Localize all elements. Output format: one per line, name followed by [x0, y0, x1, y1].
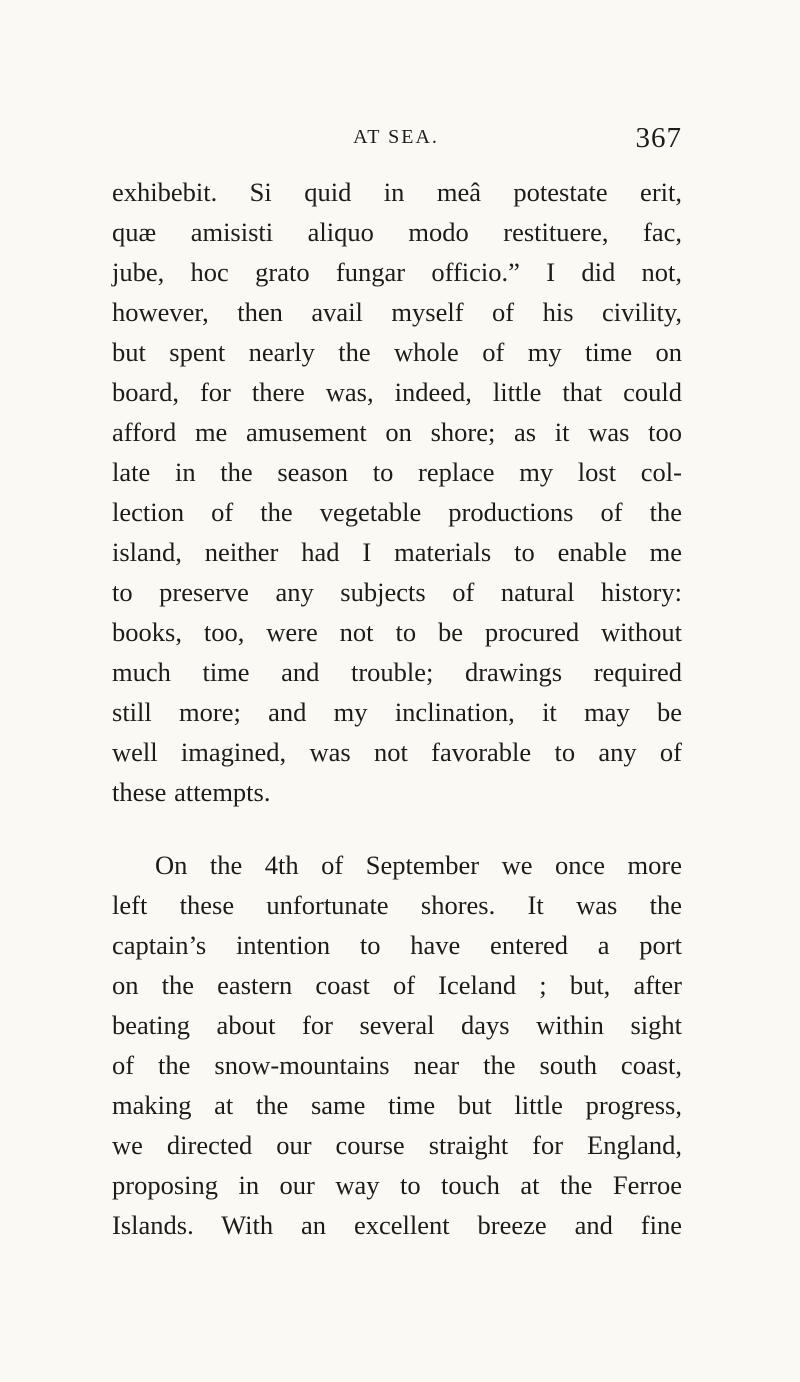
text-line: exhibebit. Si quid in meâ potestate erit, — [112, 177, 682, 207]
text-line: books, too, were not to be procured without — [112, 617, 682, 647]
text-line: these attempts. — [112, 777, 271, 807]
text-line: much time and trouble; drawings required — [112, 657, 682, 687]
text-line: of the snow-mountains near the south coast, — [112, 1050, 682, 1080]
text-line: on the eastern coast of Iceland ; but, after — [112, 970, 682, 1000]
text-line: we directed our course straight for England, — [112, 1130, 682, 1160]
text-line: jube, hoc grato fungar officio.” I did not, — [112, 257, 682, 287]
text-line: however, then avail myself of his civility, — [112, 297, 682, 327]
paragraph-2 — [112, 845, 682, 1245]
text-line: afford me amusement on shore; as it was too — [112, 417, 682, 447]
text-line: but spent nearly the whole of my time on — [112, 337, 682, 367]
body-text — [112, 172, 682, 1245]
text-line: well imagined, was not favorable to any of — [112, 737, 682, 767]
text-line: quæ amisisti aliquo modo restituere, fac, — [112, 217, 682, 247]
text-line: board, for there was, indeed, little that could — [112, 377, 682, 407]
text-line: to preserve any subjects of natural history: — [112, 577, 682, 607]
text-line: making at the same time but little progress, — [112, 1090, 682, 1120]
text-line: lection of the vegetable productions of the — [112, 497, 682, 527]
text-line: still more; and my inclination, it may be — [112, 697, 682, 727]
text-line: proposing in our way to touch at the Ferroe — [112, 1170, 682, 1200]
paragraph-gap — [112, 812, 682, 845]
paragraph-1 — [112, 172, 682, 812]
running-head: AT SEA. — [353, 126, 439, 148]
page-number: 367 — [635, 122, 682, 154]
text-line: late in the season to replace my lost col- — [112, 457, 682, 487]
page-header — [112, 122, 680, 162]
text-line: island, neither had I materials to enable me — [112, 537, 682, 567]
text-line: left these unfortunate shores. It was the — [112, 890, 682, 920]
text-line: beating about for several days within sight — [112, 1010, 682, 1040]
text-line: On the 4th of September we once more — [155, 850, 682, 880]
text-line: captain’s intention to have entered a port — [112, 930, 682, 960]
text-line: Islands. With an excellent breeze and fine — [112, 1210, 682, 1240]
